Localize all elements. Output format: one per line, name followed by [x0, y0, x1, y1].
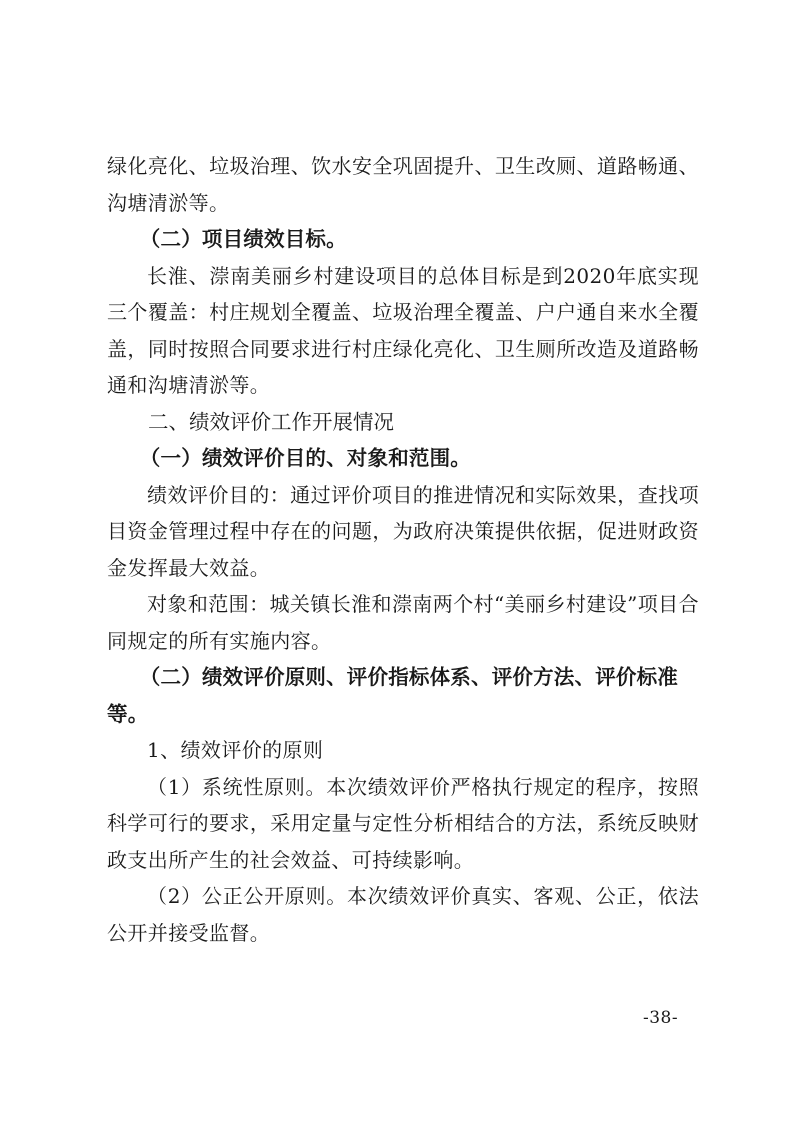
paragraph-systematic-principle: （1）系统性原则。本次绩效评价严格执行规定的程序，按照科学可行的要求，采用定量与定性分析相结合的方法，系统反映财政支出所产生的社会效益、可持续影响。: [107, 774, 699, 872]
page-content: [107, 148, 699, 951]
paragraph-scope: 对象和范围：城关镇长淮和漴南两个村“美丽乡村建设”项目合同规定的所有实施内容。: [107, 592, 699, 653]
heading-evaluation-purpose: （一）绩效评价目的、对象和范围。: [139, 446, 471, 470]
heading-section-2: 二、绩效评价工作开展情况: [148, 409, 394, 434]
paragraph-evaluation-purpose: 绩效评价目的：通过评价项目的推进情况和实际效果，查找项目资金管理过程中存在的问题，为政府决策提供依据，促进财政资金发挥最大效益。: [107, 482, 699, 580]
page-number: -38-: [643, 1008, 679, 1028]
paragraph-principles-title: 1、绩效评价的原则: [147, 738, 324, 762]
paragraph-overall-goal: 长淮、漴南美丽乡村建设项目的总体目标是到2020年底实现三个覆盖：村庄规划全覆盖、垃圾治理全覆盖、户户通自来水全覆盖，同时按照合同要求进行村庄绿化亮化、卫生厕所改造及道路畅通和沟塘清淤等。: [107, 263, 699, 397]
paragraph-fairness-principle: （2）公正公开原则。本次绩效评价真实、客观、公正，依法公开并接受监督。: [107, 884, 699, 945]
heading-evaluation-principles: （二）绩效评价原则、评价指标体系、评价方法、评价标准等。: [107, 665, 678, 726]
heading-performance-goal: （二）项目绩效目标。: [139, 227, 347, 251]
paragraph-continuation: 绿化亮化、垃圾治理、饮水安全巩固提升、卫生改厕、道路畅通、沟塘清淤等。: [107, 154, 699, 215]
